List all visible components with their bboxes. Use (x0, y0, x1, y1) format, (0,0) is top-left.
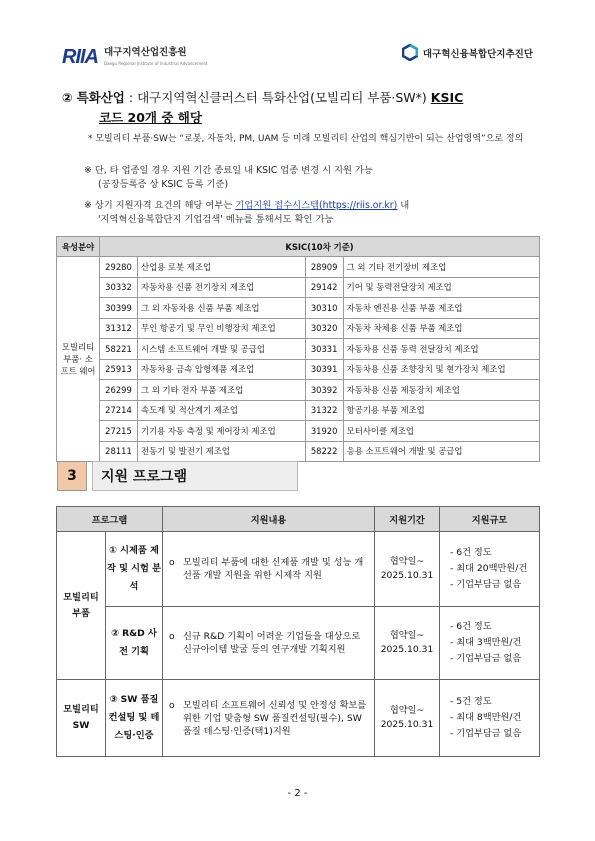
footnote-definition: * 모빌리티 부품·SW는 “로봇, 자동차, PM, UAM 등 미래 모빌리티 산업의 핵심기반이 되는 산업영역”으로 정의 (88, 134, 524, 144)
header-ksic: KSIC(10차 기준) (100, 237, 540, 257)
scale-line: - 5건 정도 (450, 696, 492, 707)
section-3-number: 3 (57, 461, 87, 491)
bullet: o (169, 557, 175, 568)
ksic-label: KSIC (430, 90, 464, 105)
ksic-industry: 속도계 및 적산계기 제조업 (138, 400, 306, 421)
section-number: ② (62, 90, 73, 105)
colon: : (128, 90, 134, 105)
section-desc: 대구지역혁신클러스터 특화산업(모빌리티 부품·SW*) (137, 90, 427, 105)
ksic-code: 29142 (305, 277, 343, 298)
ksic-code: 30332 (100, 277, 138, 298)
ksic-industry: 모터사이클 제조업 (343, 421, 539, 442)
scale-line: - 기업부담금 없음 (450, 579, 522, 590)
scale-line: - 최대 20백만원/건 (450, 563, 528, 574)
scale-line: - 최대 8백만원/건 (450, 712, 522, 723)
ksic-code-table (56, 236, 540, 462)
ksic-code: 30310 (305, 298, 343, 319)
ksic-industry: 그 외 기타 전기장비 제조업 (343, 257, 539, 278)
riia-logo (62, 46, 208, 69)
complex-logo-icon (402, 44, 418, 61)
support-program-table (56, 506, 540, 757)
riis-system-link[interactable]: 기업지원 접수시스템(https://riis.or.kr) (235, 200, 398, 211)
program-group: 모빌리티 부품 (57, 532, 106, 680)
page-header (62, 40, 533, 70)
header-period: 지원기간 (375, 507, 440, 532)
section-3-title: 지원 프로그램 (92, 461, 298, 491)
ksic-code: 28909 (305, 257, 343, 278)
header-field: 육성분야 (57, 237, 100, 257)
section-specialized-industry (62, 88, 542, 128)
ksic-industry: 자동차용 신품 조향장치 및 현가장치 제조업 (343, 359, 539, 380)
ksic-industry: 자동차용 신품 전기장치 제조업 (138, 277, 306, 298)
program-scale (440, 607, 540, 680)
header-program: 프로그램 (57, 507, 163, 532)
ksic-code: 31322 (305, 400, 343, 421)
page-number: - 2 - (287, 788, 308, 799)
ksic-row (57, 318, 540, 339)
ksic-industry: 자동차 차체용 신품 부품 제조업 (343, 318, 539, 339)
bullet: o (169, 699, 175, 711)
ksic-row (57, 421, 540, 442)
ksic-row (57, 380, 540, 401)
ksic-code: 30331 (305, 339, 343, 360)
ksic-code: 30399 (100, 298, 138, 319)
ksic-row (57, 400, 540, 421)
complex-logo-text: 대구혁신융복합단지추진단 (422, 48, 533, 60)
field-name: 모빌리티 부품· 소프트 웨어 (57, 257, 100, 462)
program-row (57, 680, 540, 757)
program-content (163, 680, 375, 757)
scale-line: - 6건 정도 (450, 621, 492, 632)
riia-logo-text: 대구지역산업진흥원 (104, 46, 187, 58)
ksic-code: 30392 (305, 380, 343, 401)
ksic-industry: 시스템 소프트웨어 개발 및 공급업 (138, 339, 306, 360)
note-text: 내 (397, 200, 410, 211)
ksic-code: 25913 (100, 359, 138, 380)
ksic-code: 31312 (100, 318, 138, 339)
program-content (163, 607, 375, 680)
ksic-row (57, 339, 540, 360)
ksic-code: 27215 (100, 421, 138, 442)
ksic-code: 27214 (100, 400, 138, 421)
ksic-industry: 응용 소프트웨어 개발 및 공급업 (343, 441, 539, 462)
program-period: 협약일~ 2025.10.31 (375, 532, 440, 607)
content-text: 모빌리티 소프트웨어 신뢰성 및 안정성 확보를 위한 기업 맞춤형 SW 품질컨설팅(필수), SW 품질 테스팅·인증(택1)지원 (183, 699, 367, 737)
ksic-industry: 전동기 및 발전기 제조업 (138, 441, 306, 462)
ksic-row (57, 277, 540, 298)
ksic-industry: 항공기용 부품 제조업 (343, 400, 539, 421)
ksic-industry: 기어 및 동력전달장치 제조업 (343, 277, 539, 298)
ksic-industry: 그 외 기타 전자 부품 제조업 (138, 380, 306, 401)
program-scale (440, 680, 540, 757)
program-name: ② R&D 사전 기획 (106, 607, 163, 680)
ksic-code: 30391 (305, 359, 343, 380)
ksic-row (57, 359, 540, 380)
note-text: ※ 상기 지원자격 요건의 해당 여부는 (84, 200, 236, 211)
program-name: ③ SW 품질 컨설팅 및 테스팅·인증 (106, 680, 163, 757)
ksic-row (57, 441, 540, 462)
ksic-code: 58222 (305, 441, 343, 462)
ksic-row (57, 257, 540, 278)
header-scale: 지원규모 (440, 507, 540, 532)
bullet: o (169, 631, 175, 642)
riia-logo-subtext: Daegu Regional Institute of Industrial Advancement (104, 60, 208, 66)
ksic-industry: 산업용 로봇 제조업 (138, 257, 306, 278)
ksic-industry: 무인 항공기 및 무인 비행장치 제조업 (138, 318, 306, 339)
program-scale (440, 532, 540, 607)
program-row (57, 532, 540, 607)
ksic-industry: 자동차용 신품 동력 전달장치 제조업 (343, 339, 539, 360)
section-title: 특화산업 (76, 90, 125, 105)
program-group: 모빌리티 SW (57, 680, 106, 757)
ksic-code: 31920 (305, 421, 343, 442)
content-text: 모빌리티 부품에 대한 신제품 개발 및 성능 개선품 개발 지원을 위한 시제작 지원 (183, 557, 364, 581)
ksic-industry: 자동차 엔진용 신품 부품 제조업 (343, 298, 539, 319)
ksic-code: 28111 (100, 441, 138, 462)
ksic-code: 29280 (100, 257, 138, 278)
ksic-industry: 그 외 자동차용 신품 부품 제조업 (138, 298, 306, 319)
scale-line: - 6건 정도 (450, 547, 492, 558)
note-line: (공장등록증 상 KSIC 등록 기준) (98, 179, 229, 190)
innovation-complex-logo (402, 44, 533, 61)
section-3-heading (57, 461, 298, 491)
content-text: 신규 R&D 기획이 어려운 기업들을 대상으로 신규아이템 발굴 등의 연구개발 기획지원 (183, 631, 361, 655)
note-industry-change (84, 164, 544, 192)
program-row (57, 607, 540, 680)
program-name: ① 시제품 제작 및 시험 분석 (106, 532, 163, 607)
scale-line: - 기업부담금 없음 (450, 728, 522, 739)
note-line: ※ 단, 타 업종일 경우 지원 기간 종료일 내 KSIC 업종 변경 시 지원 가능 (84, 165, 373, 176)
ksic-code: 30320 (305, 318, 343, 339)
ksic-row (57, 298, 540, 319)
note-line: '지역혁신융복합단지 기업검색' 메뉴를 통해서도 확인 가능 (98, 214, 334, 225)
scale-line: - 최대 3백만원/건 (450, 637, 522, 648)
ksic-code: 58221 (100, 339, 138, 360)
program-period: 협약일~ 2025.10.31 (375, 680, 440, 757)
ksic-industry: 자동차용 신품 제동장치 제조업 (343, 380, 539, 401)
ksic-code: 26299 (100, 380, 138, 401)
program-period: 협약일~ 2025.10.31 (375, 607, 440, 680)
section-desc-line2: 코드 20개 중 해당 (99, 110, 202, 125)
ksic-industry: 자동차용 금속 압형제품 제조업 (138, 359, 306, 380)
riia-logo-mark: RIIA (62, 46, 98, 68)
program-content (163, 532, 375, 607)
header-content: 지원내용 (163, 507, 375, 532)
note-eligibility-check (84, 199, 544, 227)
ksic-industry: 기기용 자동 측정 및 제어장치 제조업 (138, 421, 306, 442)
scale-line: - 기업부담금 없음 (450, 653, 522, 664)
